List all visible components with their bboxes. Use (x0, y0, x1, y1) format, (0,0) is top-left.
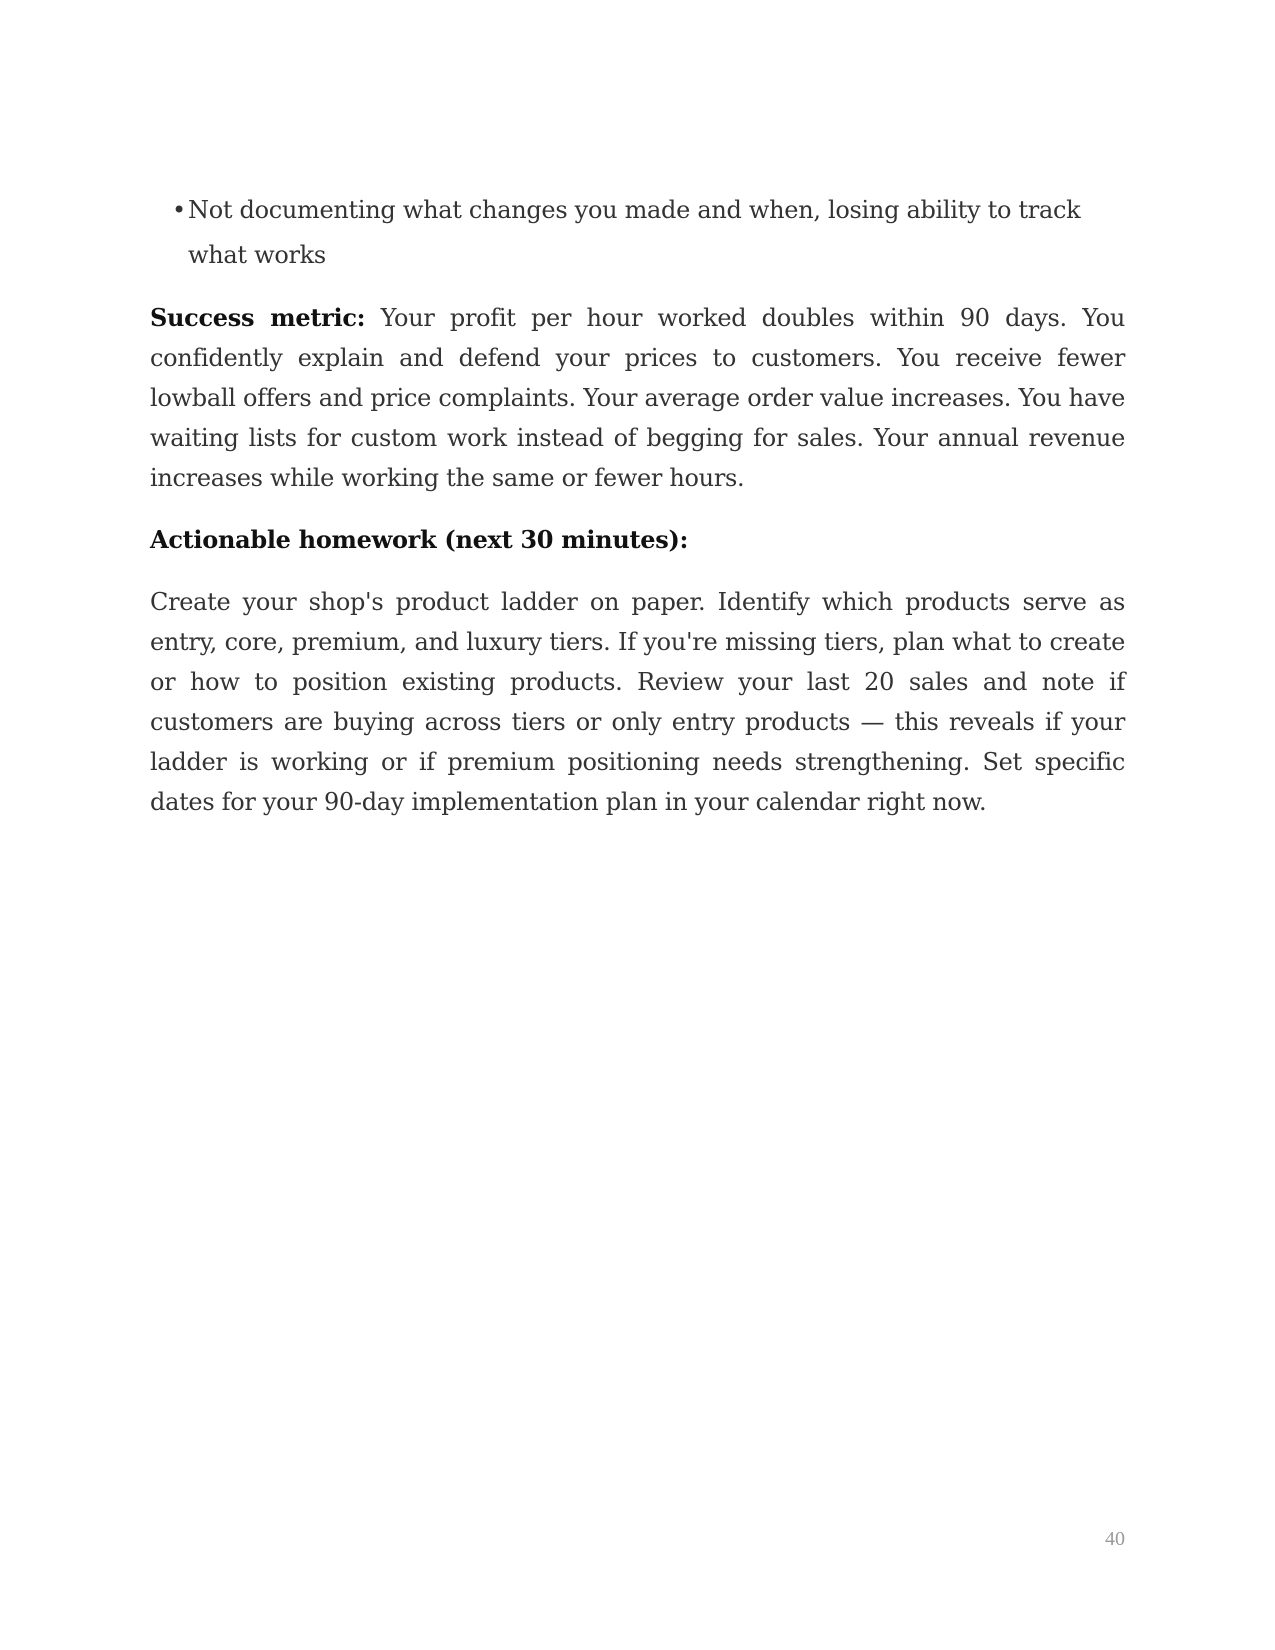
success-metric-paragraph (150, 298, 1125, 498)
homework-heading: Actionable homework (next 30 minutes): (150, 525, 689, 554)
page-content (150, 188, 1125, 822)
bullet-marker: • (172, 196, 186, 224)
success-metric-text: Your profit per hour worked doubles within 90 days. You confidently explain and defend your prices to customers. You receive fewer lowball offers and price complaints. Your average order value increases. You have waiting lists for custom work instead of begging for sales. Your annual revenue increases while working the same or fewer hours. (150, 304, 1125, 492)
homework-paragraph: Create your shop's product ladder on paper. Identify which products serve as entry, core, premium, and luxury tiers. If you're missing tiers, plan what to create or how to position existing products. Review your last 20 sales and note if customers are buying across tiers or only entry products — this reveals if your ladder is working or if premium positioning needs strengthening. Set specific dates for your 90-day implementation plan in your calendar right now. (150, 588, 1125, 816)
list-item (150, 188, 1125, 278)
bullet-list (150, 188, 1125, 278)
success-metric-label: Success metric: (150, 303, 366, 332)
page-number: 40 (1105, 1528, 1125, 1550)
bullet-text: Not documenting what changes you made and when, losing ability to track what works (188, 196, 1081, 269)
